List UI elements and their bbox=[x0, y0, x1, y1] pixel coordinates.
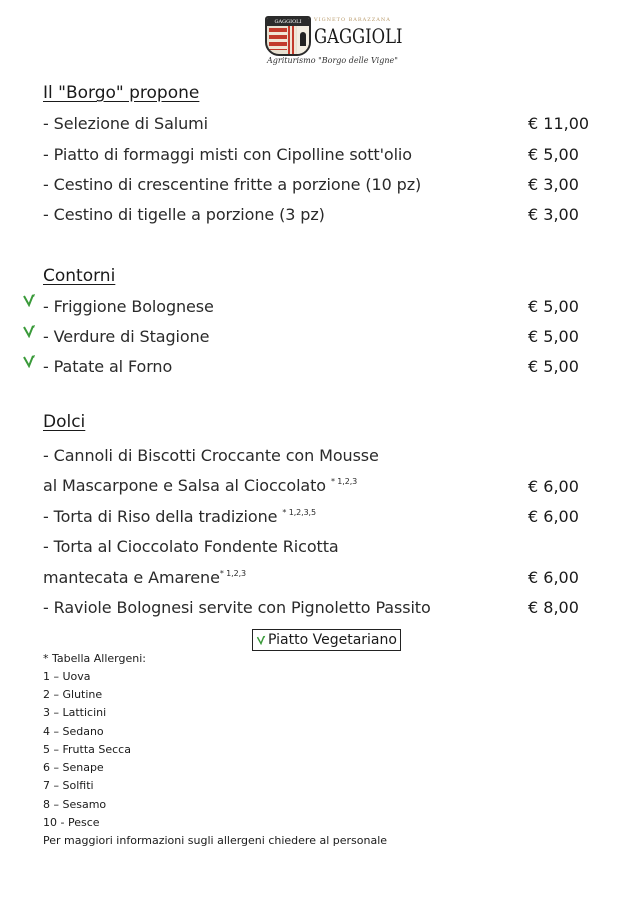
vegetarian-legend bbox=[252, 629, 401, 651]
menu-item-name: - Raviole Bolognesi servite con Pignoletto Passito bbox=[43, 598, 431, 617]
vegetarian-sprout-icon bbox=[22, 293, 36, 307]
allergen-info-note: Per maggiori informazioni sugli allergeni chiedere al personale bbox=[43, 834, 388, 847]
allergen-entry: 10 - Pesce bbox=[43, 816, 100, 829]
menu-item-name-wrap bbox=[43, 507, 316, 526]
vegetarian-sprout-icon bbox=[22, 324, 36, 338]
allergen-entry: 4 – Sedano bbox=[43, 725, 104, 738]
allergen-entry: 3 – Latticini bbox=[43, 706, 107, 719]
section-title-contorni: Contorni bbox=[43, 266, 116, 286]
menu-item-price: € 5,00 bbox=[528, 145, 579, 164]
crest-text: GAGGIOLI bbox=[274, 19, 302, 25]
menu-item-price: € 11,00 bbox=[528, 114, 590, 133]
allergen-entry: 5 – Frutta Secca bbox=[43, 743, 131, 756]
section-title-borgo: Il "Borgo" propone bbox=[43, 83, 200, 103]
menu-item-price: € 3,00 bbox=[528, 205, 579, 224]
menu-item-name-cont bbox=[43, 568, 246, 587]
menu-item-name-cont bbox=[43, 476, 357, 495]
menu-item-name: - Piatto di formaggi misti con Cipolline sott'olio bbox=[43, 145, 412, 164]
allergen-codes: * 1,2,3 bbox=[330, 477, 358, 486]
menu-item-price: € 6,00 bbox=[528, 477, 579, 496]
allergen-entry: 2 – Glutine bbox=[43, 688, 103, 701]
allergen-entry: 7 – Solfiti bbox=[43, 779, 94, 792]
restaurant-logo bbox=[262, 14, 403, 70]
menu-item-name: - Cannoli di Biscotti Croccante con Mousse bbox=[43, 446, 379, 465]
brand-name: GAGGIOLI bbox=[314, 24, 403, 48]
crest-icon bbox=[265, 16, 311, 56]
allergen-codes: * 1,2,3 bbox=[219, 569, 247, 578]
menu-item-name: - Cestino di crescentine fritte a porzione (10 pz) bbox=[43, 175, 422, 194]
allergen-entry: 8 – Sesamo bbox=[43, 798, 107, 811]
allergen-entry: 6 – Senape bbox=[43, 761, 104, 774]
menu-item-price: € 5,00 bbox=[528, 297, 579, 316]
menu-item-name: - Cestino di tigelle a porzione (3 pz) bbox=[43, 205, 325, 224]
vegetarian-sprout-icon bbox=[22, 354, 36, 368]
vegetarian-sprout-icon bbox=[256, 635, 266, 645]
tagline: Agriturismo "Borgo delle Vigne" bbox=[267, 56, 398, 65]
vegetarian-legend-label: Piatto Vegetariano bbox=[268, 632, 397, 648]
menu-item-price: € 8,00 bbox=[528, 598, 579, 617]
menu-item-name: - Patate al Forno bbox=[43, 357, 173, 376]
menu-item-price: € 3,00 bbox=[528, 175, 579, 194]
menu-item-price: € 5,00 bbox=[528, 357, 579, 376]
menu-item-price: € 5,00 bbox=[528, 327, 579, 346]
menu-item-name: - Friggione Bolognese bbox=[43, 297, 214, 316]
allergen-codes: * 1,2,3,5 bbox=[282, 508, 316, 517]
menu-item-name: - Verdure di Stagione bbox=[43, 327, 210, 346]
menu-item-name: mantecata e Amarene bbox=[43, 568, 220, 587]
menu-item-price: € 6,00 bbox=[528, 568, 579, 587]
allergen-table-title: * Tabella Allergeni: bbox=[43, 652, 146, 665]
section-title-dolci: Dolci bbox=[43, 412, 86, 432]
allergen-entry: 1 – Uova bbox=[43, 670, 91, 683]
vineyard-name: VIGNETO BARAZZANA bbox=[314, 17, 391, 23]
menu-item-name: - Selezione di Salumi bbox=[43, 114, 209, 133]
menu-item-name: - Torta al Cioccolato Fondente Ricotta bbox=[43, 537, 339, 556]
menu-item-price: € 6,00 bbox=[528, 507, 579, 526]
menu-item-name: - Torta di Riso della tradizione bbox=[43, 507, 283, 526]
menu-item-name: al Mascarpone e Salsa al Cioccolato bbox=[43, 476, 331, 495]
